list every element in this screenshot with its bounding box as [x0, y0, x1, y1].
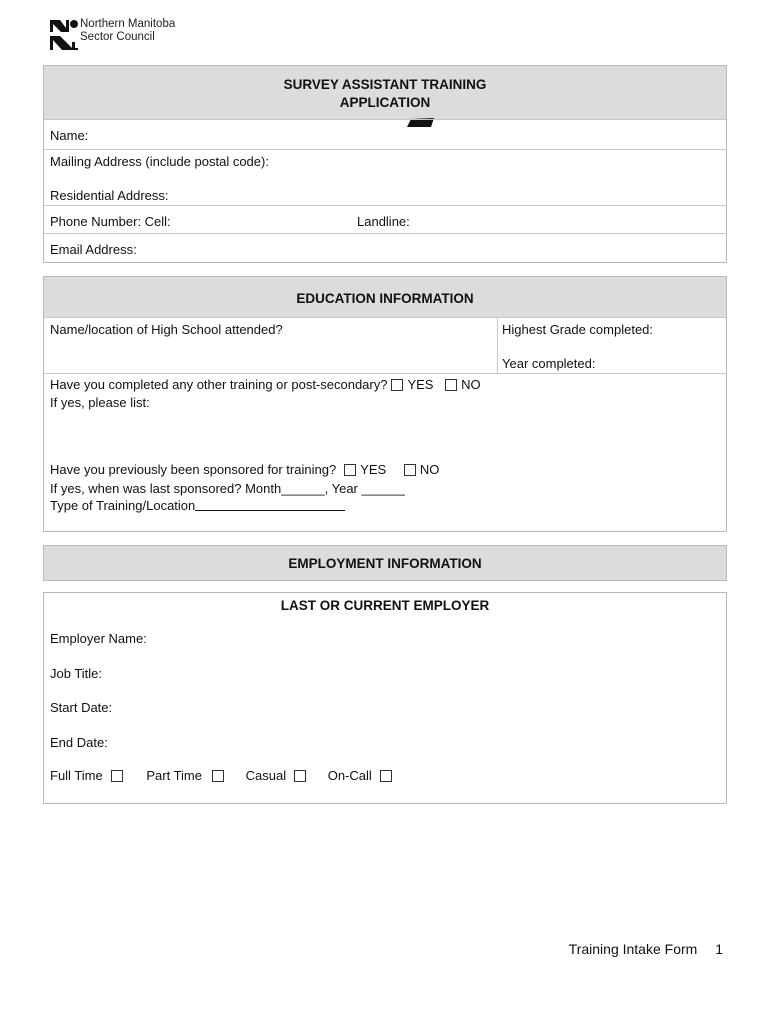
phone-cell-field[interactable]: Phone Number: Cell: — [50, 214, 171, 229]
type-location-line — [50, 498, 345, 513]
end-date-field[interactable]: End Date: — [50, 735, 108, 750]
applicant-header — [44, 66, 726, 119]
highest-grade-field[interactable]: Highest Grade completed: — [502, 322, 654, 337]
employment-type-row — [50, 768, 396, 783]
other-training-no-label: NO — [461, 377, 481, 392]
sponsored-month-blank[interactable]: ______ — [281, 481, 325, 496]
casual-checkbox[interactable] — [294, 770, 306, 782]
email-field[interactable]: Email Address: — [50, 242, 137, 257]
part-time-label: Part Time — [146, 768, 202, 783]
page-number: 1 — [715, 941, 723, 957]
org-name-line2: Sector Council — [80, 31, 155, 43]
org-logo — [50, 18, 80, 50]
employment-header — [43, 545, 727, 581]
other-training-yes-label: YES — [407, 377, 434, 392]
other-training-no-checkbox[interactable] — [445, 379, 457, 391]
sponsored-when-line — [50, 481, 405, 496]
other-training-text: Have you completed any other training or post-secondary? — [50, 377, 388, 392]
education-section — [43, 276, 727, 532]
sponsored-yes-checkbox[interactable] — [344, 464, 356, 476]
form-title-line2: APPLICATION — [339, 95, 431, 110]
other-training-yes-checkbox[interactable] — [391, 379, 403, 391]
page-footer — [569, 941, 723, 957]
type-location-label: Type of Training/Location — [50, 498, 196, 513]
form-title-line1: SURVEY ASSISTANT TRAINING — [283, 77, 487, 92]
sponsored-year-label: , Year — [324, 481, 358, 496]
full-time-label: Full Time — [50, 768, 103, 783]
employment-title: EMPLOYMENT INFORMATION — [288, 556, 482, 571]
sponsored-question — [50, 462, 439, 477]
high-school-field[interactable]: Name/location of High School attended? — [50, 322, 283, 337]
on-call-label: On-Call — [327, 768, 372, 783]
full-time-checkbox[interactable] — [111, 770, 123, 782]
org-name-line1: Northern Manitoba — [80, 18, 176, 30]
year-completed-field[interactable]: Year completed: — [502, 356, 596, 371]
landline-field[interactable]: Landline: — [357, 214, 410, 229]
if-yes-list-field[interactable]: If yes, please list: — [50, 395, 150, 410]
sponsored-text: Have you previously been sponsored for training? — [50, 462, 337, 477]
sponsored-year-blank[interactable]: ______ — [361, 481, 405, 496]
employer-subtitle: LAST OR CURRENT EMPLOYER — [280, 598, 490, 613]
form-name: Training Intake Form — [568, 941, 698, 957]
on-call-checkbox[interactable] — [380, 770, 392, 782]
part-time-checkbox[interactable] — [212, 770, 224, 782]
name-field[interactable]: Name: — [50, 128, 89, 143]
sponsored-no-label: NO — [419, 462, 440, 477]
residential-address-field[interactable]: Residential Address: — [50, 188, 169, 203]
sponsored-no-checkbox[interactable] — [404, 464, 416, 476]
casual-label: Casual — [245, 768, 287, 783]
type-location-blank[interactable] — [195, 498, 345, 511]
job-title-field[interactable]: Job Title: — [50, 666, 103, 681]
education-title: EDUCATION INFORMATION — [296, 291, 474, 306]
sponsored-yes-label: YES — [360, 462, 387, 477]
org-name — [80, 18, 175, 44]
sponsored-when-label: If yes, when was last sponsored? Month — [50, 481, 282, 496]
employer-name-field[interactable]: Employer Name: — [50, 631, 147, 646]
other-training-question — [50, 377, 481, 392]
employer-section — [43, 592, 727, 804]
start-date-field[interactable]: Start Date: — [50, 700, 113, 715]
mailing-address-field[interactable]: Mailing Address (include postal code): — [50, 154, 269, 169]
applicant-section — [43, 65, 727, 263]
